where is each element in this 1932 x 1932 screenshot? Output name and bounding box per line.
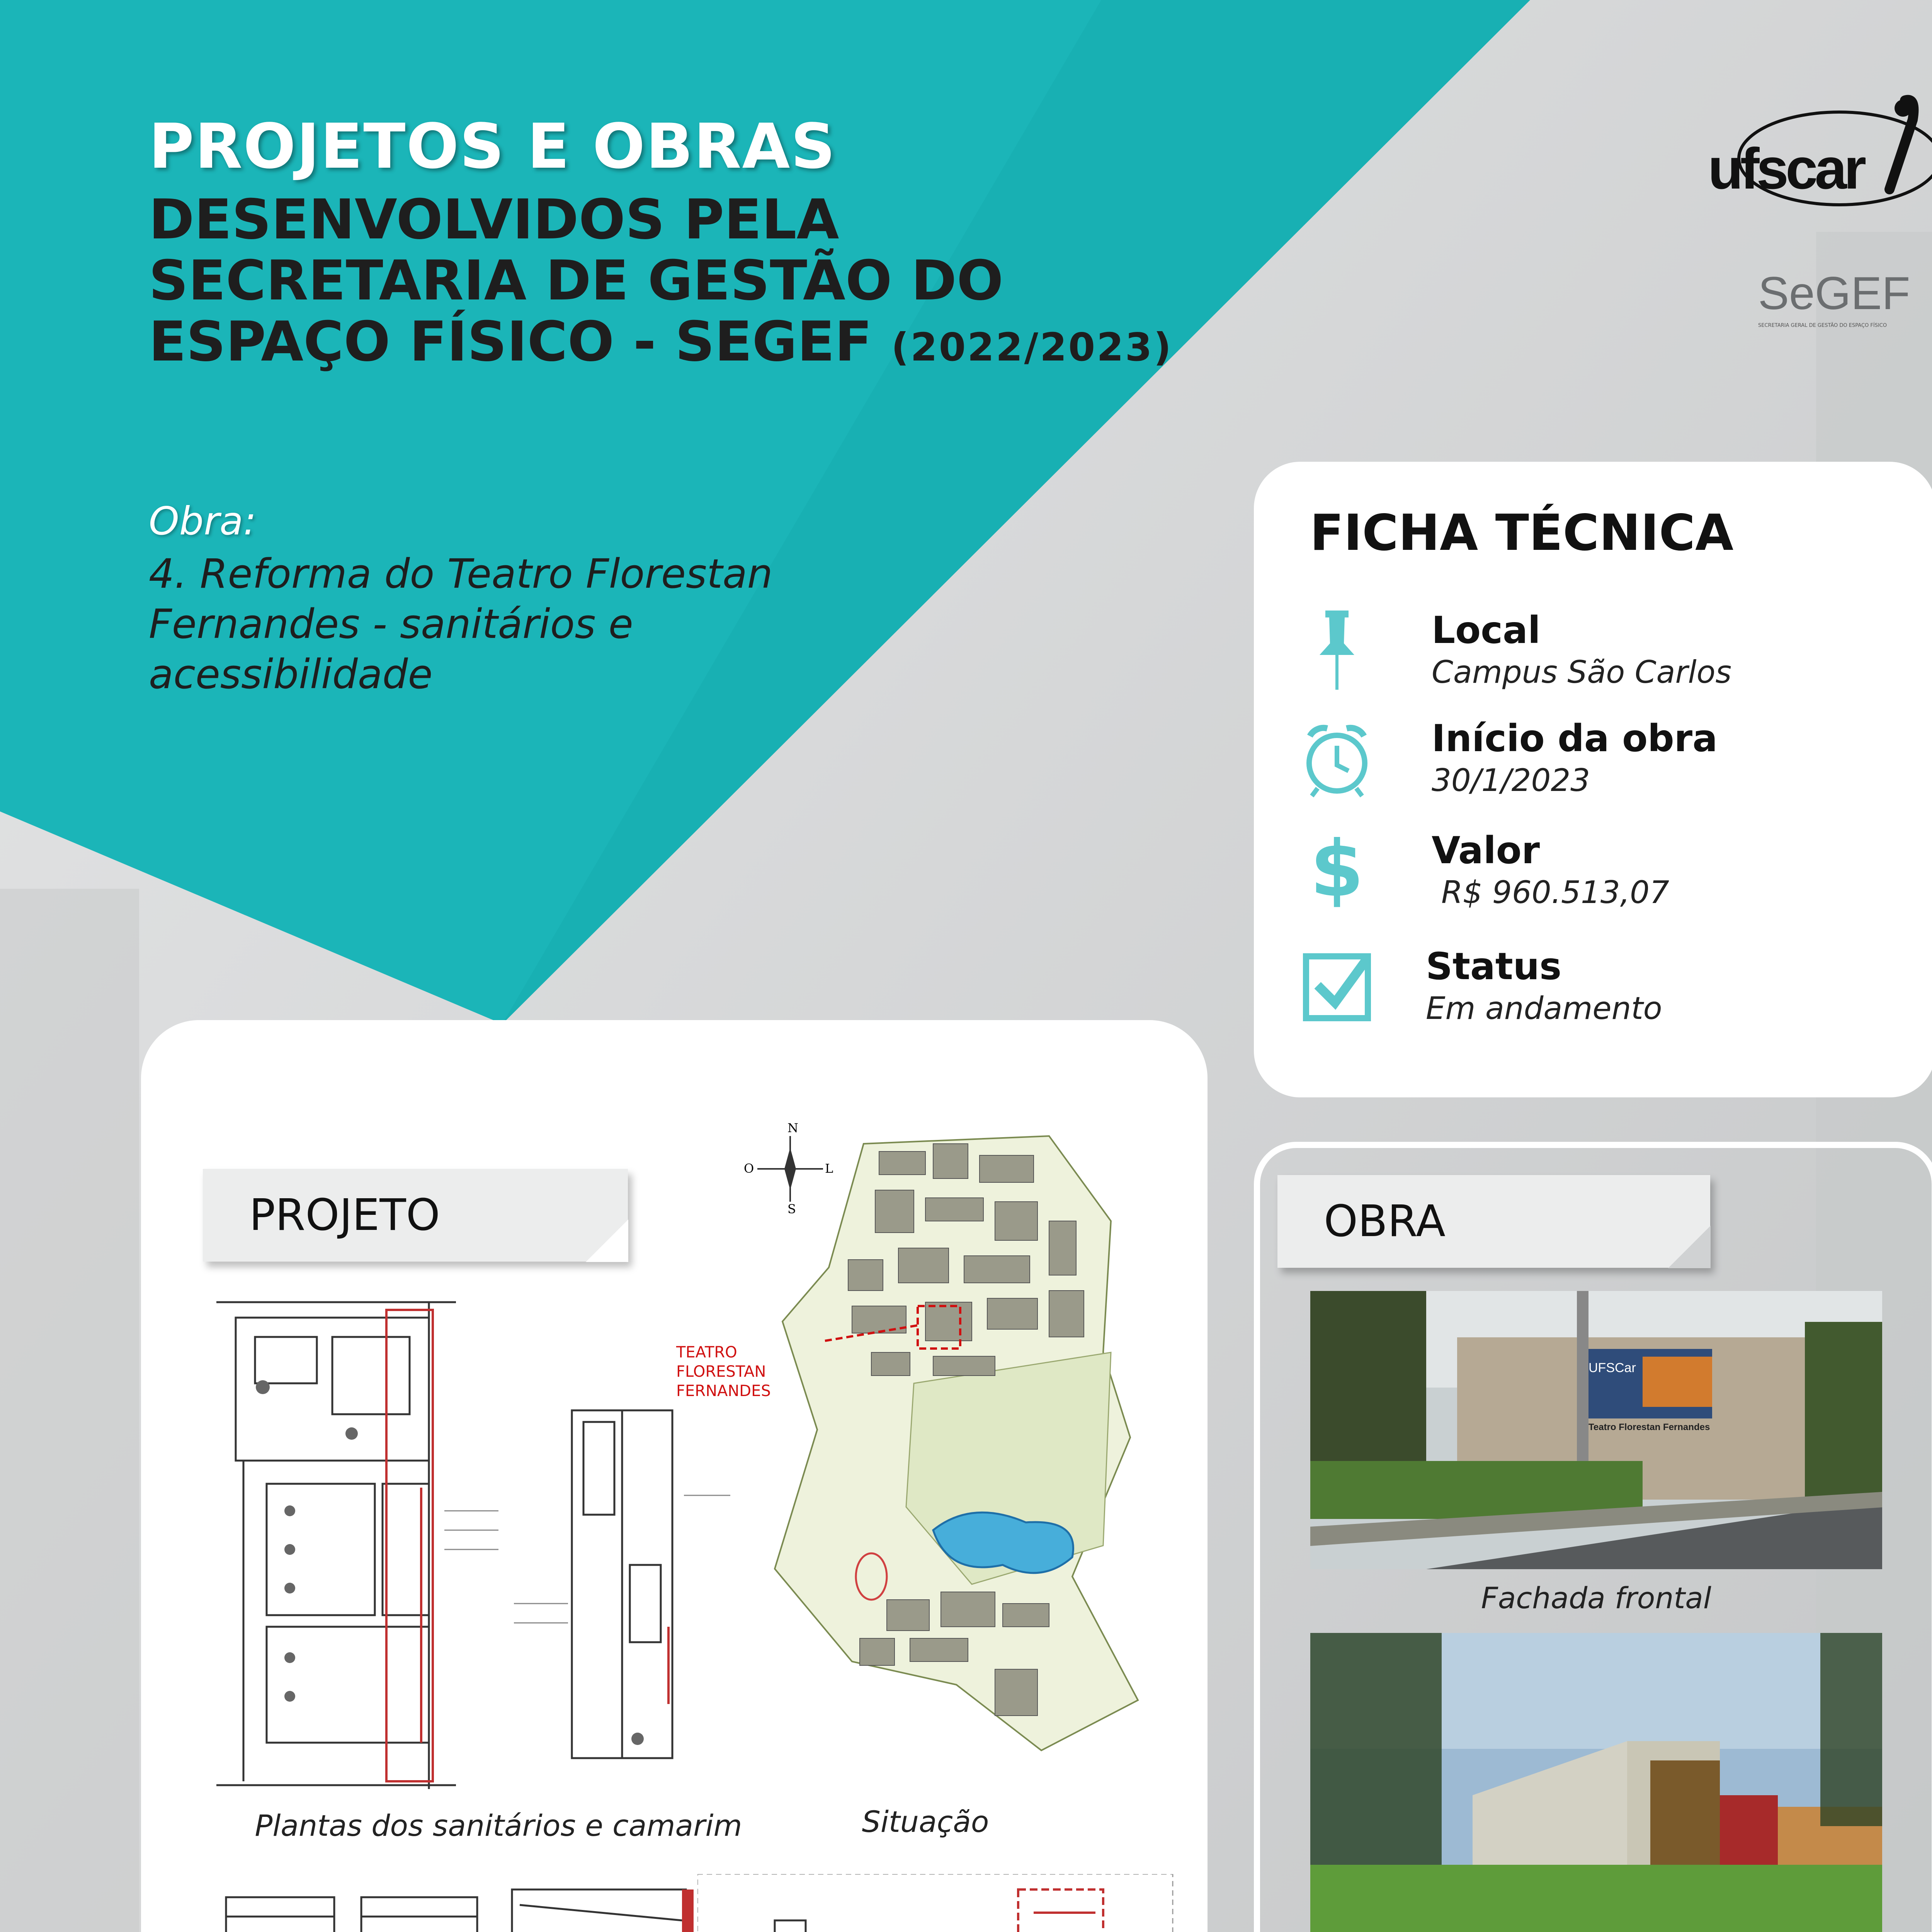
tag-fold (1668, 1226, 1711, 1268)
photo-fachada-posterior (1310, 1633, 1882, 1932)
projeto-tag (203, 1169, 628, 1262)
ficha-label: Local (1432, 609, 1541, 652)
obra-tag (1277, 1175, 1710, 1268)
ficha-value: Campus São Carlos (1432, 654, 1732, 690)
ufscar-wordmark: ufscar (1708, 136, 1864, 201)
projeto-card (141, 1020, 1208, 1932)
subtitle-text: DESENVOLVIDOS PELA SECRETARIA DE GESTÃO DO ESPAÇO FÍSICO - SEGEF (149, 188, 1003, 374)
compass-l: L (825, 1161, 833, 1176)
subtitle-year: (2022/2023) (891, 325, 1173, 370)
compass-s: S (787, 1202, 796, 1216)
pin-icon (1298, 609, 1376, 694)
ficha-label: Status (1426, 945, 1562, 988)
alarm-clock-icon (1298, 717, 1376, 802)
ficha-item-status (1254, 945, 1932, 1034)
ficha-label: Valor (1432, 829, 1540, 872)
ufscar-logo (1708, 89, 1932, 216)
ficha-tecnica-card (1254, 462, 1932, 1097)
caption-situacao: Situação (862, 1804, 989, 1839)
ficha-item-local (1254, 609, 1932, 697)
caption-plantas: Plantas dos sanitários e camarim (255, 1808, 742, 1843)
obra-card (1254, 1142, 1932, 1932)
compass-o: O (744, 1161, 754, 1176)
tag-fold (586, 1219, 628, 1262)
dollar-icon: $ (1310, 824, 1364, 914)
photo-brand-text: UFSCar (1588, 1361, 1636, 1375)
segef-subtitle: SECRETARIA GERAL DE GESTÃO DO ESPAÇO FÍSICO (1758, 323, 1887, 328)
photo-sign-text: Teatro Florestan Fernandes (1588, 1422, 1710, 1432)
segef-wordmark: SeGEF (1758, 267, 1910, 319)
ficha-item-valor (1254, 824, 1932, 918)
page-title: PROJETOS E OBRAS (149, 110, 836, 182)
obra-label: Obra: (149, 498, 257, 544)
compass-n: N (787, 1121, 798, 1135)
checkbox-icon (1298, 945, 1376, 1030)
situacao-map (732, 1121, 1157, 1770)
cortes-sanitarios-drawing (187, 1874, 721, 1932)
map-label-teatro: TEATRO FLORESTAN FERNANDES (676, 1344, 771, 1400)
planta-edificio-drawing (697, 1874, 1177, 1932)
ficha-heading: FICHA TÉCNICA (1310, 504, 1734, 562)
ficha-value: R$ 960.513,07 (1441, 874, 1669, 910)
projeto-tag-label: PROJETO (249, 1190, 440, 1240)
page-subtitle (149, 189, 1192, 378)
ficha-item-inicio (1254, 717, 1932, 806)
ficha-value: 30/1/2023 (1432, 762, 1590, 798)
segef-logo (1758, 267, 1932, 344)
photo-fachada-posterior-art (1310, 1633, 1882, 1932)
ficha-label: Início da obra (1432, 717, 1718, 760)
caption-fachada-frontal: Fachada frontal (1481, 1581, 1711, 1615)
compass-rose (744, 1121, 833, 1216)
photo-fachada-frontal (1310, 1291, 1882, 1569)
photo-fachada-frontal-art (1310, 1291, 1882, 1569)
obra-title: 4. Reforma do Teatro Florestan Fernandes - sanitários e acessibilidade (149, 550, 773, 698)
ficha-value: Em andamento (1426, 990, 1662, 1026)
obra-tag-label: OBRA (1324, 1196, 1446, 1247)
